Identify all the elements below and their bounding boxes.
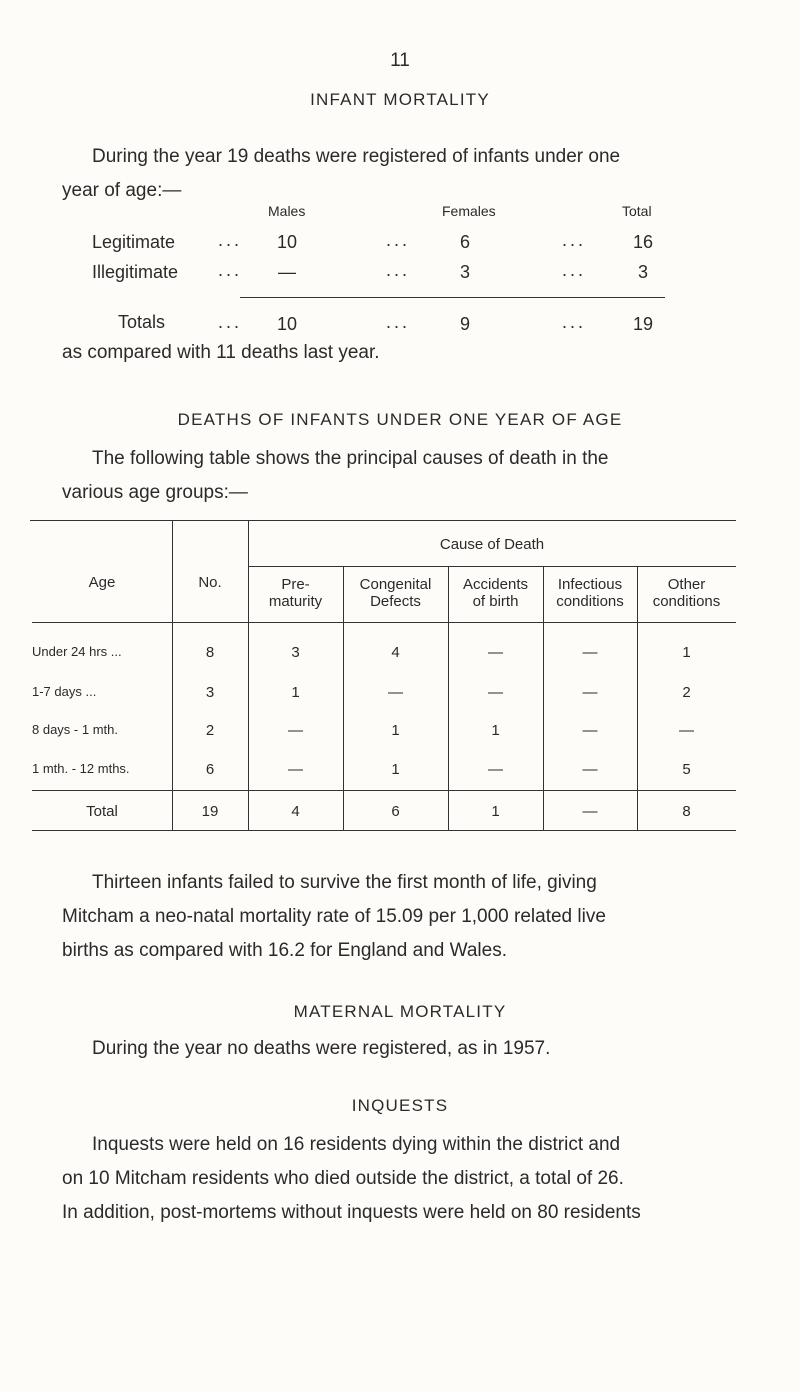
inquests-line2: on 10 Mitcham residents who died outside the district, a total of 26.	[62, 1168, 624, 1189]
total-row-label: Total	[86, 803, 118, 820]
total-row-infectious: —	[582, 803, 598, 820]
header-line: conditions	[556, 593, 624, 610]
cell-accidents: 1	[491, 722, 500, 739]
col-header-males: Males	[268, 203, 306, 219]
cell-prematurity: —	[288, 761, 303, 778]
cell-other: 2	[682, 684, 691, 701]
cell-other: —	[679, 722, 694, 739]
total-rule	[32, 790, 736, 791]
cell-accidents: —	[488, 761, 503, 778]
col-header-females: Females	[442, 203, 496, 219]
cell-congenital: 1	[391, 722, 400, 739]
inquests-line3: In addition, post-mortems without inquests were held on 80 residents	[62, 1202, 641, 1223]
leader-dots: ...	[218, 230, 243, 250]
row-age-label: 1 mth. - 12 mths.	[32, 761, 130, 776]
leader-dots: ...	[218, 260, 243, 280]
row-age-label: 1-7 days ...	[32, 684, 97, 699]
inquests-line1: Inquests were held on 16 residents dying within the district and	[92, 1134, 621, 1155]
header-line: Other	[667, 576, 706, 593]
col-header-cause-of-death: Cause of Death	[439, 536, 545, 553]
totals-males: 10	[276, 314, 298, 334]
row-no: 3	[205, 684, 215, 701]
illegitimate-males: —	[278, 262, 296, 282]
total-row-prematurity: 4	[291, 803, 300, 820]
leader-dots: ...	[386, 312, 411, 332]
leader-dots: ...	[562, 312, 587, 332]
cell-congenital: 1	[391, 761, 400, 778]
cause-group-rule	[248, 566, 736, 567]
leader-dots: ...	[562, 230, 587, 250]
totals-females: 9	[459, 314, 470, 334]
col-header-no: No.	[198, 574, 222, 591]
col-header-total: Total	[622, 203, 652, 219]
cell-accidents: —	[488, 644, 503, 661]
header-line: Accidents	[462, 576, 529, 593]
inquests-heading: INQUESTS	[351, 1096, 449, 1115]
cell-infectious: —	[582, 722, 598, 739]
leader-dots: ...	[386, 230, 411, 250]
row-label-legitimate: Legitimate	[92, 232, 176, 252]
legitimate-total: 16	[632, 232, 654, 252]
illegitimate-females: 3	[459, 262, 470, 282]
total-row-accidents: 1	[491, 803, 500, 820]
infant-mortality-intro-line1: During the year 19 deaths were registered of infants under one	[92, 146, 621, 167]
header-line: Congenital	[359, 576, 432, 593]
col-header-age: Age	[88, 574, 116, 591]
col-header-prematurity	[248, 576, 343, 610]
row-age-label: Under 24 hrs ...	[32, 644, 122, 659]
legitimate-females: 6	[459, 232, 470, 252]
maternal-mortality-text: During the year no deaths were registered, as in 1957.	[92, 1038, 551, 1059]
leader-dots: ...	[218, 312, 243, 332]
maternal-mortality-heading: MATERNAL MORTALITY	[293, 1002, 507, 1021]
leader-dots: ...	[562, 260, 587, 280]
infant-deaths-intro-line2: various age groups:—	[62, 482, 248, 503]
header-line: Defects	[370, 593, 421, 610]
cell-other: 5	[682, 761, 691, 778]
total-row-other: 8	[682, 803, 691, 820]
row-no: 8	[205, 644, 215, 661]
page-number: 11	[390, 50, 410, 71]
leader-dots: ...	[386, 260, 411, 280]
cell-congenital: 4	[391, 644, 400, 661]
total-row-no: 19	[201, 803, 219, 820]
infant-deaths-heading: DEATHS OF INFANTS UNDER ONE YEAR OF AGE	[177, 410, 623, 429]
cell-infectious: —	[582, 684, 598, 701]
infant-mortality-intro-line2: year of age:—	[62, 180, 182, 201]
cell-infectious: —	[582, 644, 598, 661]
row-label-totals: Totals	[118, 312, 166, 332]
cell-congenital: —	[388, 684, 403, 701]
row-label-illegitimate: Illegitimate	[92, 262, 179, 282]
cell-prematurity: 1	[291, 684, 300, 701]
row-age-label: 8 days - 1 mth.	[32, 722, 118, 737]
neonatal-line1: Thirteen infants failed to survive the first month of life, giving	[92, 872, 597, 893]
total-row-congenital: 6	[391, 803, 400, 820]
column-divider	[248, 520, 249, 830]
header-line: Infectious	[557, 576, 623, 593]
legitimate-males: 10	[276, 232, 298, 252]
cell-accidents: —	[488, 684, 503, 701]
cell-prematurity: —	[288, 722, 303, 739]
header-line: conditions	[652, 593, 721, 610]
header-line: of birth	[472, 593, 519, 610]
row-no: 6	[205, 761, 215, 778]
col-header-congenital-defects	[343, 576, 448, 610]
row-no: 2	[205, 722, 215, 739]
header-underline	[32, 622, 736, 623]
header-line: maturity	[268, 593, 323, 610]
table-bottom-rule	[32, 830, 736, 831]
table-top-rule	[30, 520, 736, 521]
col-header-accidents-of-birth	[448, 576, 543, 610]
cell-infectious: —	[582, 761, 598, 778]
illegitimate-total: 3	[637, 262, 648, 282]
totals-rule	[240, 297, 665, 298]
col-header-infectious-conditions	[543, 576, 637, 610]
column-divider	[172, 520, 173, 830]
cell-prematurity: 3	[291, 644, 300, 661]
header-line: Pre-	[281, 576, 310, 593]
neonatal-line2: Mitcham a neo-natal mortality rate of 15.09 per 1,000 related live	[62, 906, 606, 927]
col-header-other-conditions	[637, 576, 736, 610]
neonatal-line3: births as compared with 16.2 for England and Wales.	[62, 940, 507, 961]
infant-mortality-heading: INFANT MORTALITY	[310, 90, 490, 109]
cell-other: 1	[682, 644, 691, 661]
infant-deaths-intro-line1: The following table shows the principal causes of death in the	[92, 448, 609, 469]
infant-mortality-comparison: as compared with 11 deaths last year.	[62, 342, 380, 363]
totals-total: 19	[632, 314, 654, 334]
